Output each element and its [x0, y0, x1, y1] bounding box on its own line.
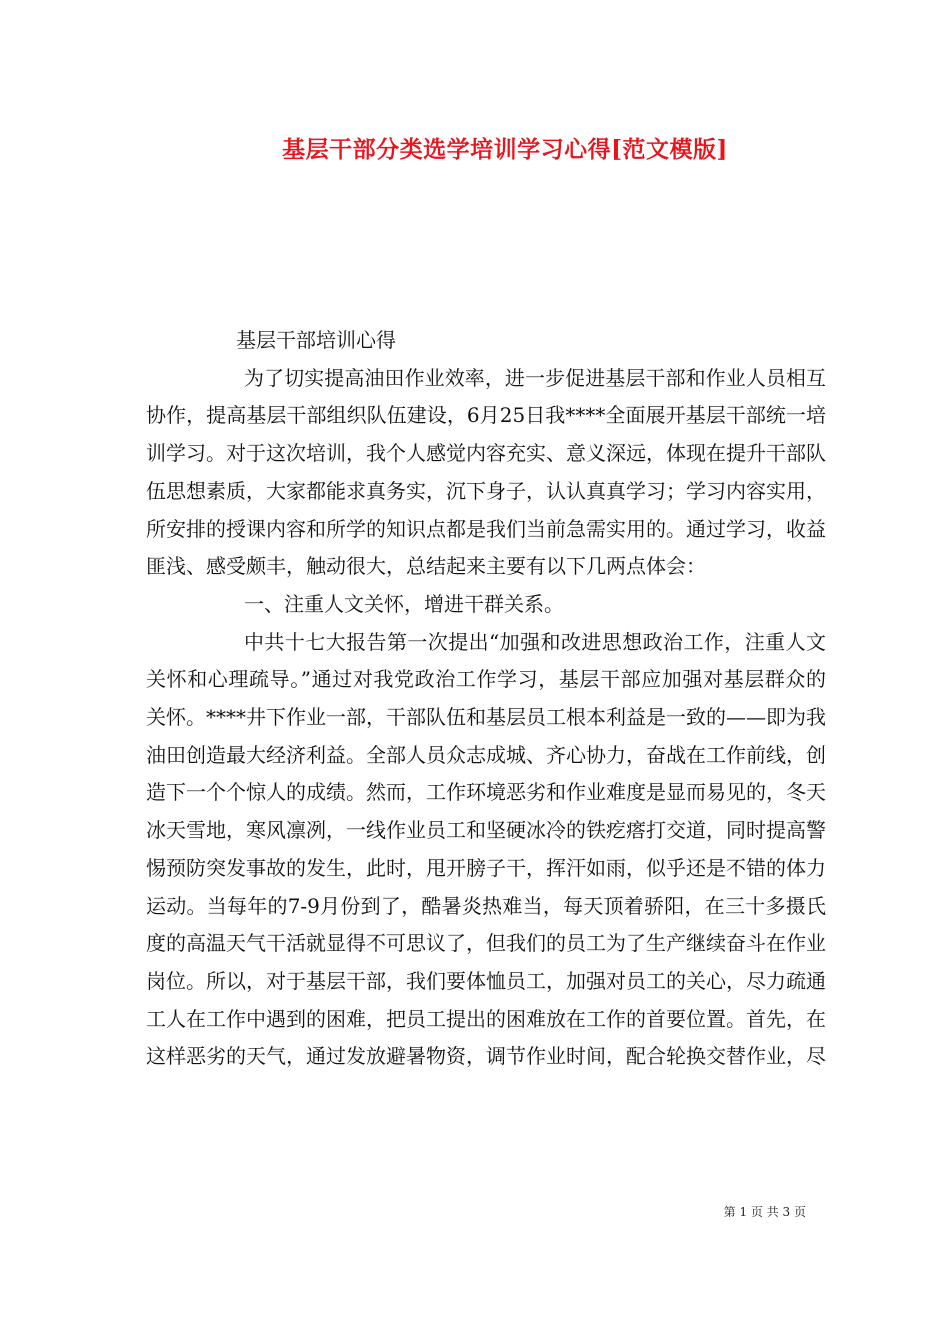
page-number-footer: 第 1 页 共 3 页: [723, 1205, 806, 1219]
document-title: 基层干部分类选学培训学习心得[范文模版]: [282, 136, 728, 163]
document-subtitle: 基层干部培训心得: [236, 328, 396, 352]
body-paragraph-intro: 为了切实提高油田作业效率，进一步促进基层干部和作业人员相互协作，提高基层干部组织队伍建设，6月25日我****全面展开基层干部统一培训学习。对于这次培训，我个人感觉内容充实、意义深远，体现在提升干部队伍思想素质，大家都能求真务实，沉下身子，认认真真学习；学习内容实用，所安排的授课内容和所学的知识点都是我们当前急需实用的。通过学习，收益匪浅、感受颇丰，触动很大，总结起来主要有以下几两点体会：: [146, 365, 826, 579]
body-paragraph-section-1: 中共十七大报告第一次提出“加强和改进思想政治工作，注重人文关怀和心理疏导。”通过对我党政治工作学习，基层干部应加强对基层群众的关怀。****井下作业一部，干部队伍和基层员工根本利益是一致的——即为我油田创造最大经济利益。全部人员众志成城、齐心协力，奋战在工作前线，创造下一个个惊人的成绩。然而，工作环境恶劣和作业难度是显而易见的，冬天冰天雪地，寒风凛冽，一线作业员工和坚硬冰冷的铁疙瘩打交道，同时提高警惕预防突发事故的发生，此时，甩开膀子干，挥汗如雨，似乎还是不错的体力运动。当每年的7-9月份到了，酷暑炎热难当，每天顶着骄阳，在三十多摄氏度的高温天气干活就显得不可思议了，但我们的员工为了生产继续奋斗在作业岗位。所以，对于基层干部，我们要体恤员工，加强对员工的关心，尽力疏通工人在工作中遇到的困难，把员工提出的困难放在工作的首要位置。首先，在这样恶劣的天气，通过发放避暑物资，调节作业时间，配合轮换交替作业，尽: [146, 629, 826, 1069]
section-heading-1: 一、注重人文关怀，增进干群关系。: [244, 591, 564, 616]
document-body: [146, 322, 826, 1076]
